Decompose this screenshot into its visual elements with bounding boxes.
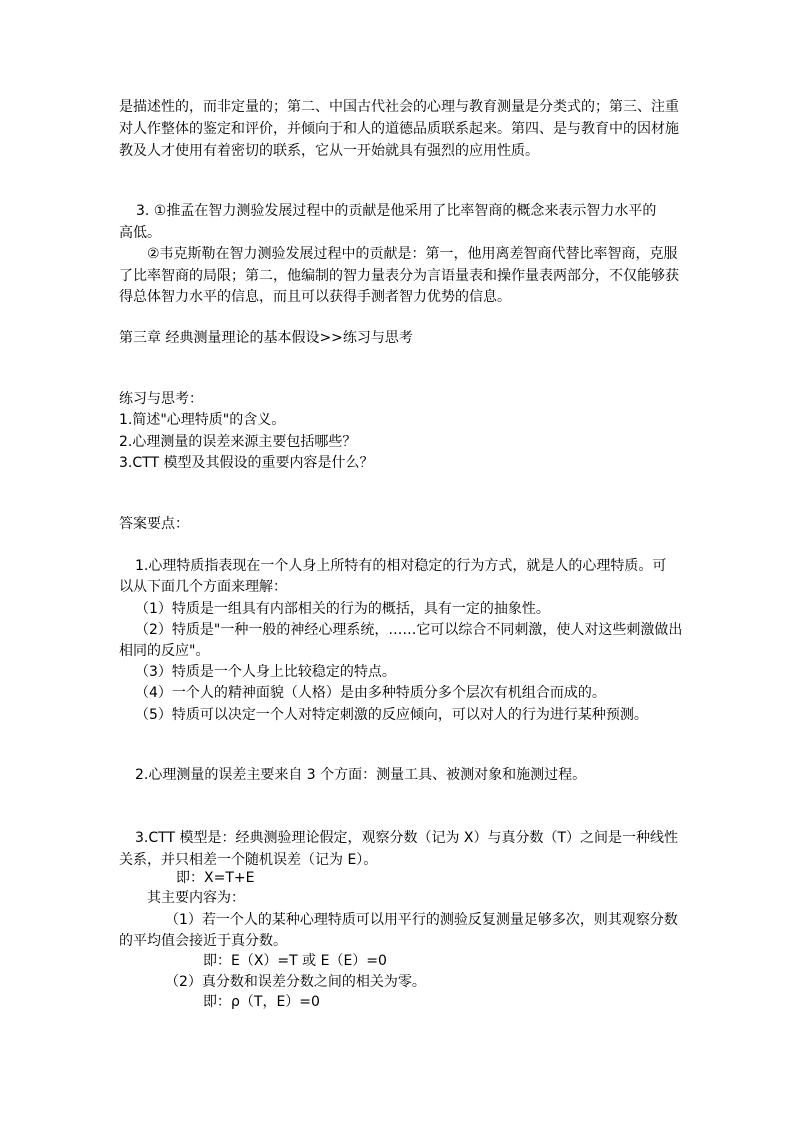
list-item: （2）真分数和误差分数之间的相关为零。 (165, 974, 426, 990)
text-line: ②韦克斯勒在智力测验发展过程中的贡献是：第一，他用离差智商代替比率智商，克服 (147, 246, 678, 262)
question-item: 1.简述"心理特质"的含义。 (119, 412, 286, 428)
text-line: 3. ①推孟在智力测验发展过程中的贡献是他采用了比率智商的概念来表示智力水平的 (136, 203, 657, 219)
text-line: 得总体智力水平的信息，而且可以获得手测者智力优势的信息。 (119, 289, 511, 305)
text-line: 以从下面几个方面来理解： (119, 579, 287, 595)
list-item: （3）特质是一个人身上比较稳定的特点。 (135, 664, 396, 680)
text-line: 1.心理特质指表现在一个人身上所特有的相对稳定的行为方式，就是人的心理特质。可 (135, 558, 667, 574)
chapter-heading: 第三章 经典测量理论的基本假设>>练习与思考 (119, 330, 413, 346)
text-line: 教及人才使用有着密切的联系，它从一开始就具有强烈的应用性质。 (119, 143, 539, 159)
formula-line: 即：E（X）=T 或 E（E）=0 (203, 953, 387, 969)
list-item: （5）特质可以决定一个人对特定刺激的反应倾向，可以对人的行为进行某种预测。 (135, 707, 648, 723)
text-line: 2.心理测量的误差主要来自 3 个方面：测量工具、被测对象和施测过程。 (135, 767, 587, 783)
text-line: 了比率智商的局限；第二，他编制的智力量表分为言语量表和操作量表两部分，不仅能够获 (119, 268, 679, 284)
list-item: （1）特质是一组具有内部相关的行为的概括，具有一定的抽象性。 (135, 601, 550, 617)
question-item: 3.CTT 模型及其假设的重要内容是什么？ (119, 455, 374, 471)
formula-line: 即：X=T+E (176, 870, 255, 886)
list-item: （2）特质是"一种一般的神经心理系统，……它可以综合不同刺激，使人对这些刺激做出 (135, 622, 683, 638)
section-heading: 答案要点： (119, 516, 189, 532)
text-line: 高低。 (119, 225, 161, 241)
formula-line: 即：ρ（T，E）=0 (203, 994, 320, 1010)
question-item: 2.心理测量的误差来源主要包括哪些？ (119, 434, 357, 450)
list-item: （1）若一个人的某种心理特质可以用平行的测验反复测量足够多次，则其观察分数 (165, 912, 678, 928)
section-heading: 练习与思考： (119, 391, 203, 407)
list-item: （4）一个人的精神面貌（人格）是由多种特质分多个层次有机组合而成的。 (135, 685, 606, 701)
text-line: 相同的反应"。 (119, 643, 210, 659)
text-line: 其主要内容为： (147, 890, 245, 906)
text-line: 3.CTT 模型是：经典测验理论假定，观察分数（记为 X）与真分数（T）之间是一种线性 (135, 830, 679, 846)
text-line: 的平均值会接近于真分数。 (119, 933, 287, 949)
text-line: 是描述性的，而非定量的；第二、中国古代社会的心理与教育测量是分类式的；第三、注重 (119, 99, 679, 115)
text-line: 关系，并只相差一个随机误差（记为 E）。 (119, 852, 378, 868)
text-line: 对人作整体的鉴定和评价，并倾向于和人的道德品质联系起来。第四、是与教育中的因材施 (119, 121, 679, 137)
